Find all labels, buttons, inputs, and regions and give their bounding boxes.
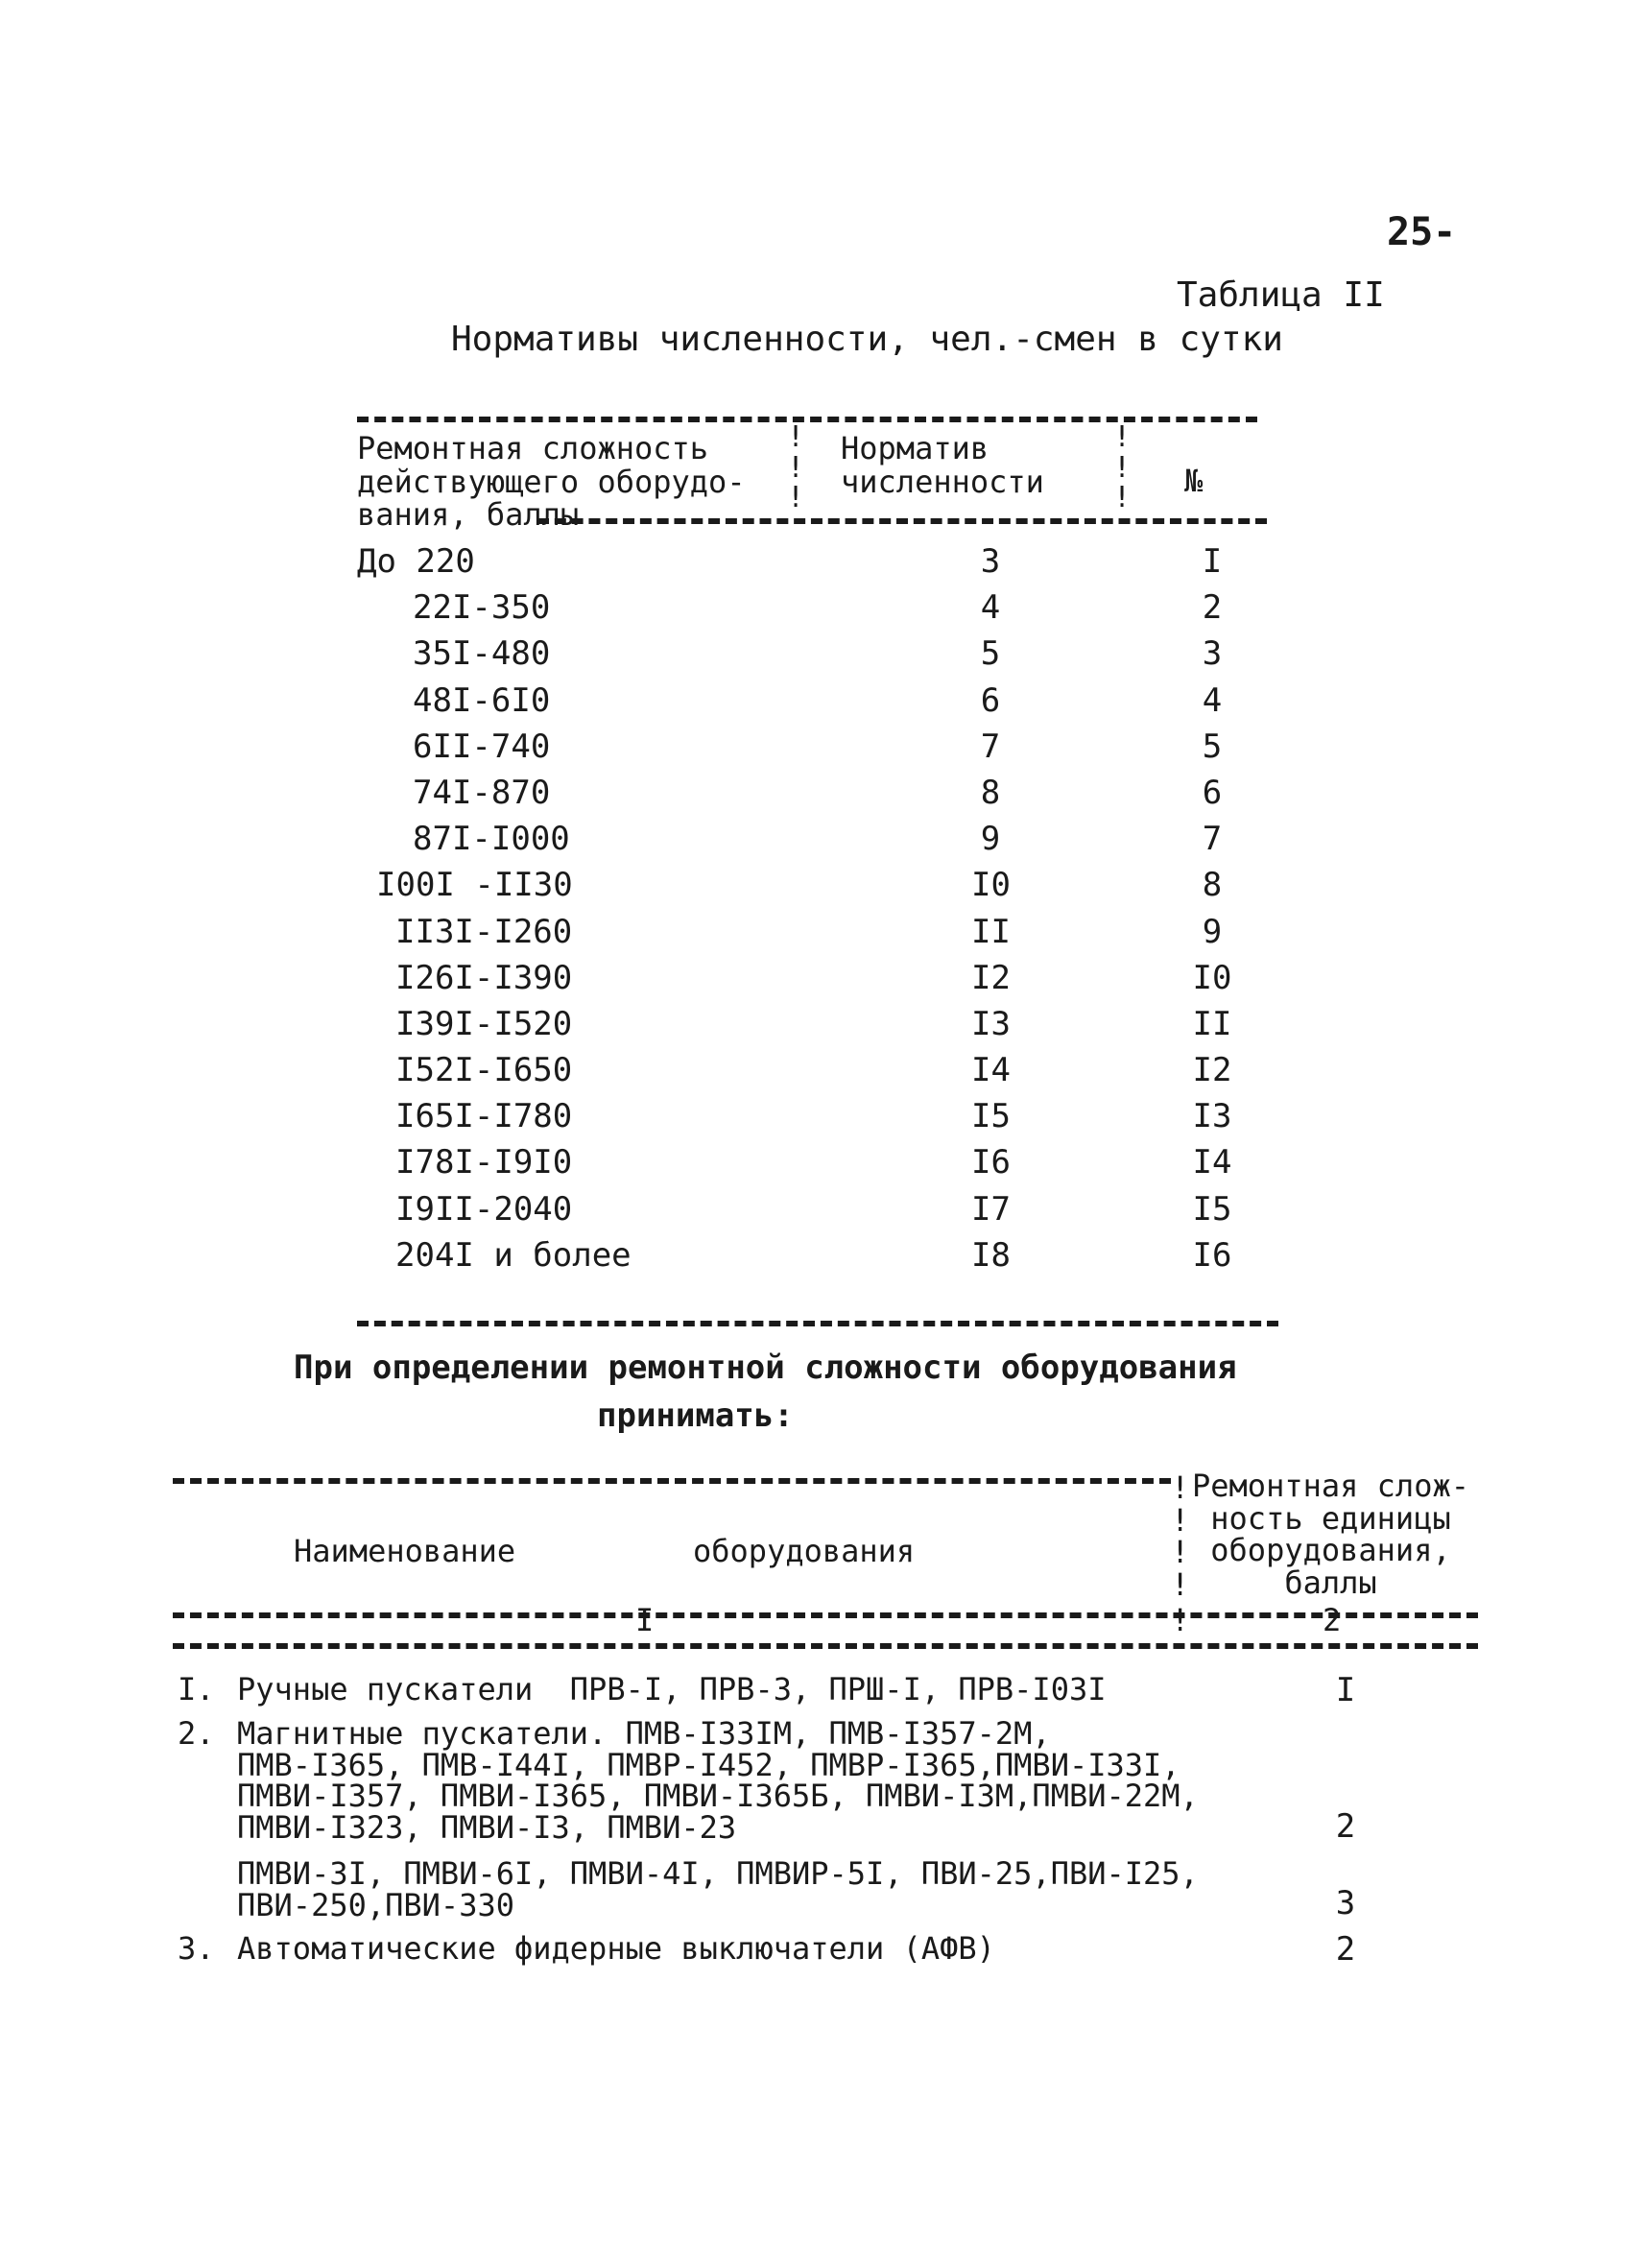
table-row [357,1051,1278,1100]
column-number-1: I [635,1602,655,1638]
number-cell: 2 [1202,588,1223,628]
norm-cell: 7 [980,727,1001,766]
table-row [357,1004,1278,1054]
norm-cell: II [971,912,1011,951]
number-cell: 7 [1202,820,1223,859]
equipment-header-divider: ! ! ! ! [1171,1469,1190,1603]
list-item [237,1855,1199,1923]
table-row [357,1235,1278,1285]
number-cell: I5 [1192,1189,1232,1229]
norm-cell: I4 [971,1051,1011,1090]
table-row [357,958,1278,1008]
norm-cell: 4 [980,588,1001,628]
range-cell: I39I-I520 [395,1004,573,1043]
header-divider: ! ! ! [1113,420,1132,514]
item-text: Ручные пускатели ПРВ-I, ПРВ-3, ПРШ-I, ПРВ-I03I [237,1671,1107,1707]
range-cell: 6II-740 [413,727,551,766]
range-cell: 87I-I000 [413,820,570,859]
header-complexity: Ремонтная сложность действующего оборудо- вания, баллы [357,430,746,534]
equipment-header-bottom-rule [173,1643,1478,1649]
table-row [357,866,1278,915]
column-number-divider: ! [1171,1602,1190,1638]
item-value: 3 [1335,1884,1356,1922]
range-cell: I52I-I650 [395,1051,573,1090]
item-value: 2 [1335,1930,1356,1969]
item-index: 3. [178,1930,215,1967]
norm-cell: 9 [980,820,1001,859]
page-number: 25- [1387,210,1457,254]
range-cell: I65I-I780 [395,1097,573,1136]
table-bottom-rule [357,1321,1278,1326]
table-row [357,912,1278,962]
number-cell: 4 [1202,680,1223,720]
table-row [357,773,1278,823]
table-title: Нормативы численности, чел.-смен в сутки [451,320,1283,359]
table-row [357,680,1278,730]
norm-table-body [357,542,1278,1285]
number-cell: 3 [1202,634,1223,674]
number-cell: 5 [1202,727,1223,766]
equipment-header-complexity: Ремонтная слож- ность единицы оборудования, баллы [1192,1468,1469,1601]
range-cell: I78I-I9I0 [395,1143,573,1182]
norm-cell: I0 [971,866,1011,905]
norm-cell: I7 [971,1189,1011,1229]
item-value: 2 [1335,1807,1356,1846]
range-cell: I26I-I390 [395,958,573,997]
range-cell: 35I-480 [413,634,551,674]
header-number: № [1184,463,1204,499]
item-text: Магнитные пускатели. ПМВ-I33IМ, ПМВ-I357-2М, ПМВ-I365, ПМВ-I44I, ПМВР-I452, ПМВР-I365,ПМВИ-I33I, ПМВИ-I357, ПМВИ-I365, ПМВИ-I365Б, ПМВИ-I3М,ПМВИ-22М, ПМВИ-I323, ПМВИ-I3, ПМВИ-23 [237,1715,1199,1846]
table-row [357,1189,1278,1239]
number-cell: I4 [1192,1143,1232,1182]
column-number-2: 2 [1323,1602,1342,1638]
range-cell: I9II-2040 [395,1189,573,1229]
number-cell: 6 [1202,773,1223,812]
item-index: 2. [178,1715,215,1752]
number-cell: II [1192,1004,1232,1043]
equipment-header-name-cont: оборудования [693,1533,916,1569]
range-cell: 48I-6I0 [413,680,551,720]
equipment-header-name: Наименование [294,1533,516,1569]
norm-cell: 3 [980,542,1001,581]
range-cell: До 220 [357,542,475,581]
norm-cell: I8 [971,1235,1011,1275]
table-row [357,1097,1278,1146]
item-text: ПМВИ-3I, ПМВИ-6I, ПМВИ-4I, ПМВИР-5I, ПВИ-25,ПВИ-I25, ПВИ-250,ПВИ-330 [237,1855,1199,1923]
norm-cell: 6 [980,680,1001,720]
norm-cell: I3 [971,1004,1011,1043]
table-row [357,1143,1278,1192]
note-line-1: При определении ремонтной сложности оборудования [294,1349,1237,1387]
list-item [178,1930,995,1967]
number-cell: I6 [1192,1235,1232,1275]
range-cell: 74I-870 [413,773,551,812]
number-cell: I [1202,542,1223,581]
number-cell: I0 [1192,958,1232,997]
table-row [357,634,1278,683]
table-row [357,542,1278,591]
table-row [357,820,1278,869]
table-label: Таблица II [1177,275,1385,315]
note-line-2: принимать: [597,1397,794,1435]
header-norm: Норматив численности [841,430,1044,500]
number-cell: 8 [1202,866,1223,905]
range-cell: I00I -II30 [376,866,573,905]
norm-cell: 5 [980,634,1001,674]
range-cell: 204I и более [395,1235,632,1275]
norm-cell: I5 [971,1097,1011,1136]
header-bottom-rule [537,518,1267,524]
list-item [178,1671,1107,1707]
item-text: Автоматические фидерные выключатели (АФВ) [237,1930,995,1967]
header-divider: ! ! ! [787,420,805,514]
item-value: I [1335,1671,1356,1709]
number-cell: I3 [1192,1097,1232,1136]
norm-cell: I2 [971,958,1011,997]
item-index: I. [178,1671,215,1707]
equipment-table-top-rule [173,1478,1171,1484]
range-cell: II3I-I260 [395,912,573,951]
norm-cell: 8 [980,773,1001,812]
list-item [178,1715,1199,1846]
number-cell: 9 [1202,912,1223,951]
number-cell: I2 [1192,1051,1232,1090]
norm-cell: I6 [971,1143,1011,1182]
equipment-header-rule [173,1612,1478,1618]
range-cell: 22I-350 [413,588,551,628]
table-row [357,588,1278,637]
table-row [357,727,1278,776]
